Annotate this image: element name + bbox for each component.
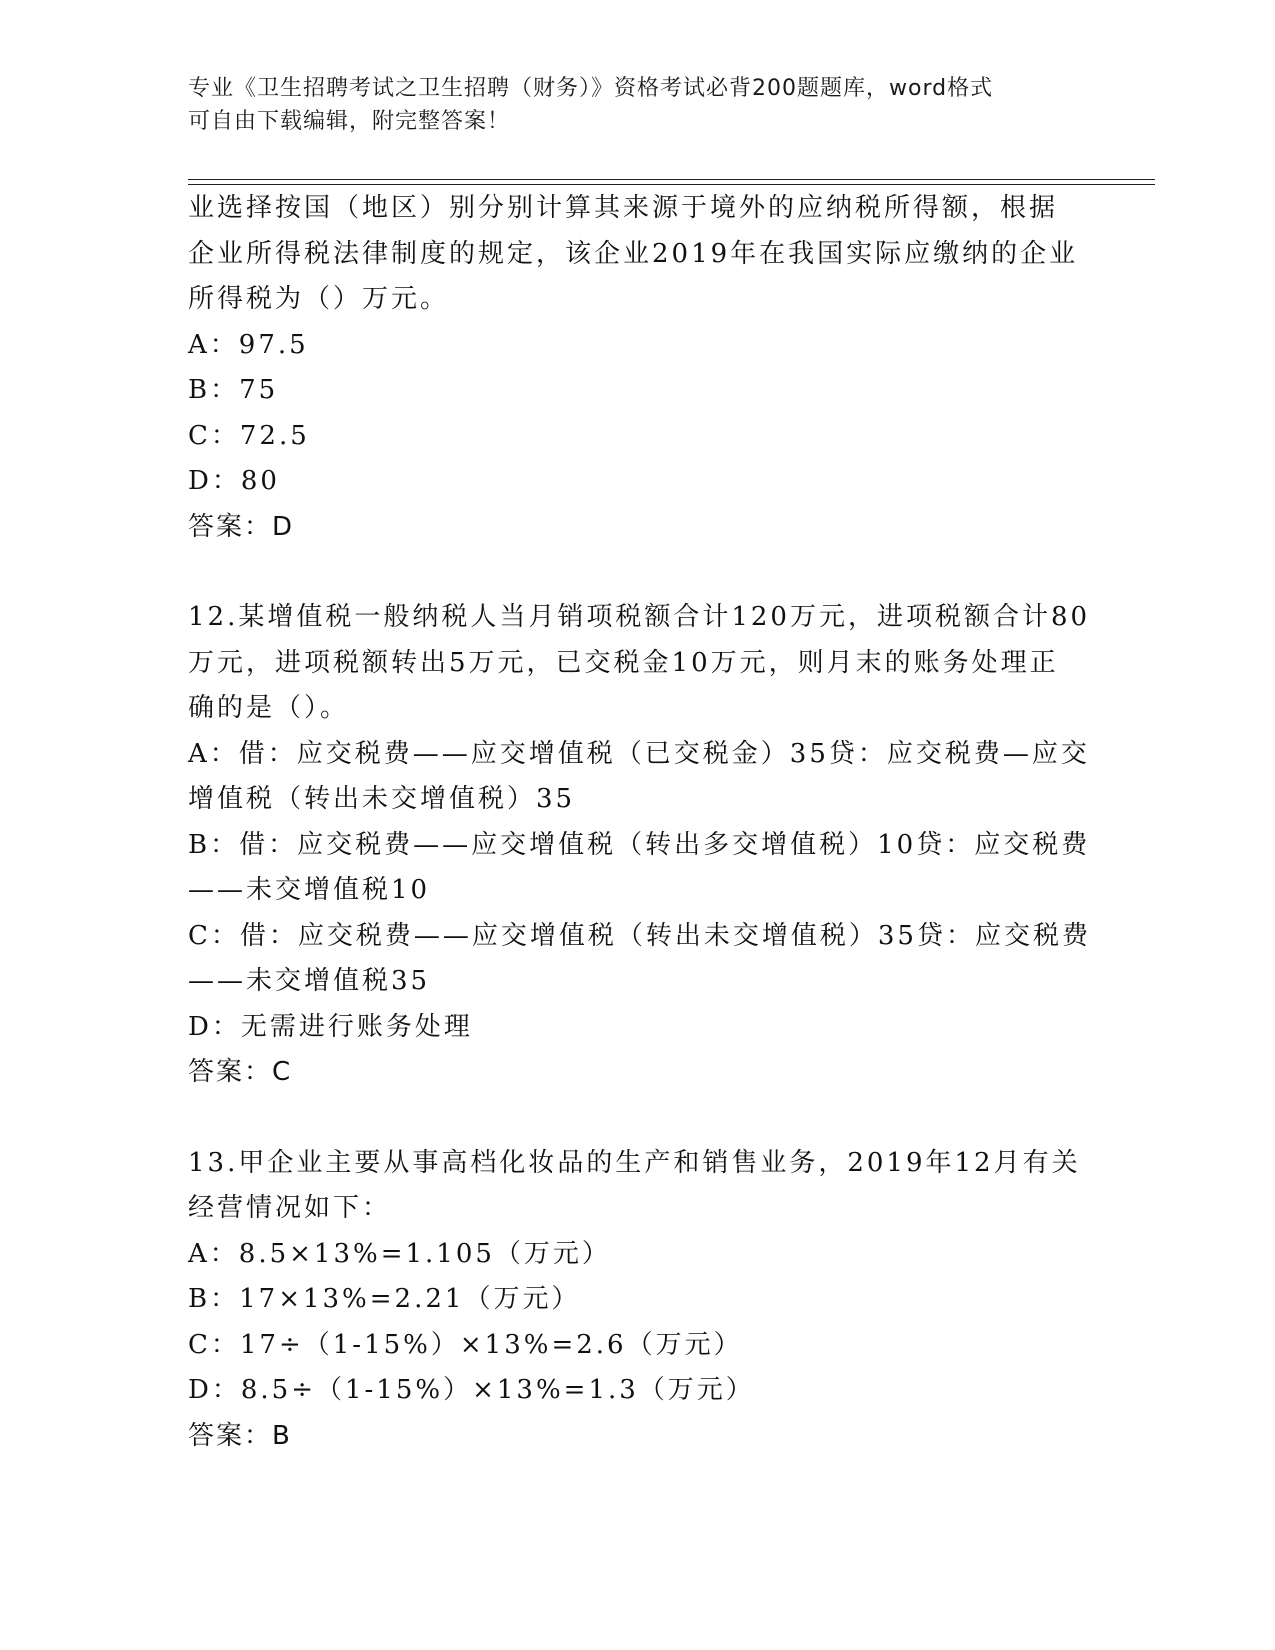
option-b-continued: ——未交增值税10 [188,875,431,905]
question-spacer [188,1096,1088,1141]
question-spacer [188,550,1088,595]
question-13 [188,1141,1088,1460]
option-a: A：97.5 [188,329,309,360]
option-b: B：17×13%=2.21（万元） [188,1284,581,1314]
option-c: C：72.5 [188,420,310,451]
question-stem-line: 13.甲企业主要从事高档化妆品的生产和销售业务，2019年12月有关 [188,1147,1081,1178]
question-stem-line: 业选择按国（地区）别分别计算其来源于境外的应纳税所得额，根据 [188,193,1059,223]
option-d: D：80 [188,466,280,496]
document-body [188,186,1091,1459]
answer-line: 答案：D [188,511,295,542]
header-line: 可自由下载编辑，附完整答案！ [188,109,511,134]
document-header [188,72,1068,138]
answer-line: 答案：C [188,1057,293,1087]
option-b: B：借：应交税费——应交增值税（转出多交增值税）10贷：应交税费 [188,829,1091,860]
option-c-continued: ——未交增值税35 [188,966,431,996]
question-stem-line: 企业所得税法律制度的规定，该企业2019年在我国实际应缴纳的企业 [188,238,1079,269]
option-d: D：8.5÷（1-15%）×13%=1.3（万元） [188,1375,755,1405]
option-b: B：75 [188,375,279,405]
option-a: A：借：应交税费——应交增值税（已交税金）35贷：应交税费—应交 [188,738,1090,769]
question-12 [188,595,1091,1096]
question-11 [188,186,1088,550]
option-d: D：无需进行账务处理 [188,1011,473,1042]
header-divider-bottom [188,184,1155,185]
option-a: A：8.5×13%=1.105（万元） [188,1238,611,1269]
question-stem-line: 确的是（）。 [188,693,350,723]
option-c: C：借：应交税费——应交增值税（转出未交增值税）35贷：应交税费 [188,920,1091,951]
header-divider-top [188,179,1155,180]
question-stem-line: 万元，进项税额转出5万元，已交税金10万元，则月末的账务处理正 [188,647,1059,678]
option-c: C：17÷（1-15%）×13%=2.6（万元） [188,1329,743,1360]
question-stem-line: 12.某增值税一般纳税人当月销项税额合计120万元，进项税额合计80 [188,602,1091,632]
question-stem-line: 所得税为（）万元。 [188,284,450,314]
answer-line: 答案：B [188,1420,292,1451]
option-a-continued: 增值税（转出未交增值税）35 [188,784,576,814]
header-line: 专业《卫生招聘考试之卫生招聘（财务）》资格考试必背200题题库，word格式 [188,76,994,101]
question-stem-line: 经营情况如下： [188,1193,392,1223]
